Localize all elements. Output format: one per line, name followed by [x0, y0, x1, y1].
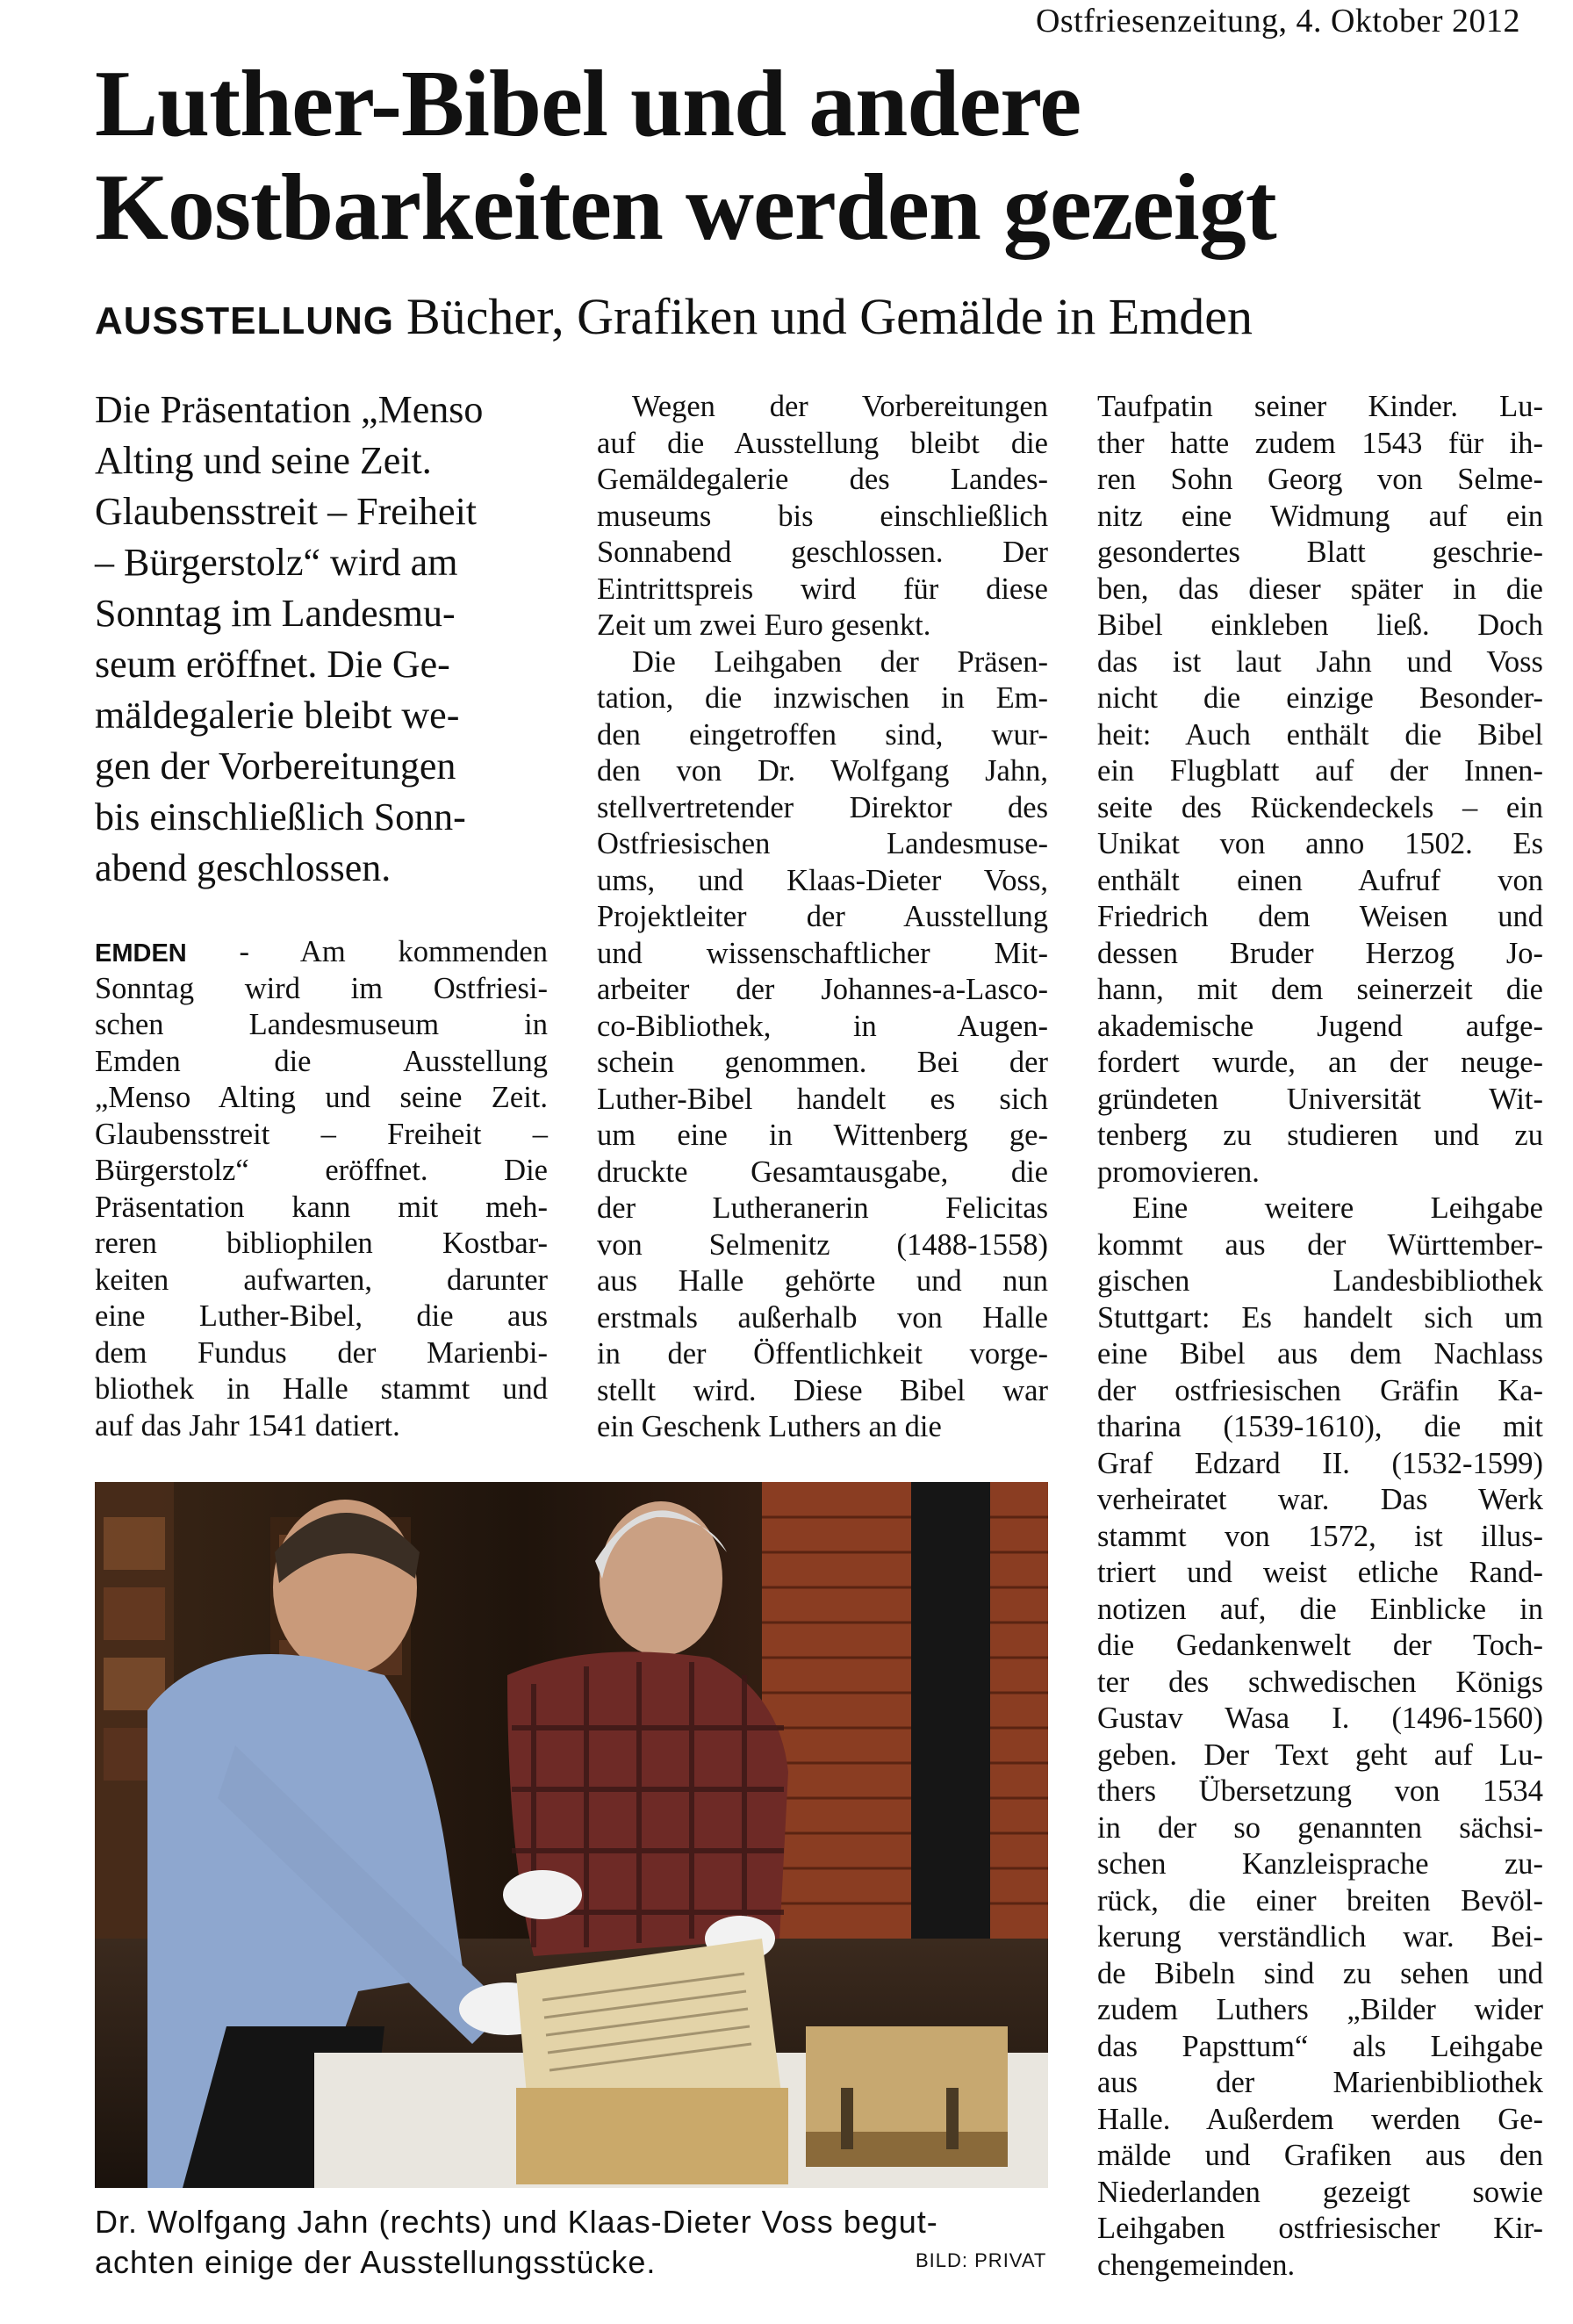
article-line: akademische Jugend aufge- [1097, 1009, 1543, 1043]
teaser-line: Alting und seine Zeit. [95, 439, 432, 482]
article-line: keiten aufwarten, darunter [95, 1263, 548, 1297]
article-line: Emden die Ausstellung [95, 1044, 548, 1078]
article-line: „Menso Alting und seine Zeit. [95, 1081, 548, 1114]
subhead-kicker: AUSSTELLUNG [95, 299, 394, 342]
article-line: in der Öffentlichkeit vorge- [597, 1337, 1048, 1371]
article-line: heit: Auch enthält die Bibel [1097, 717, 1543, 752]
article-line: schen Kanzleisprache zu- [1097, 1847, 1543, 1881]
caption-line-2: achten einige der Ausstellungsstücke. [95, 2244, 657, 2280]
article-line: Graf Edzard II. (1532-1599) [1097, 1446, 1543, 1480]
article-line: kommt aus der Württember- [1097, 1227, 1543, 1262]
article-line: schein genommen. Bei der [597, 1046, 1048, 1079]
article-line: mälde und Grafiken aus den [1097, 2139, 1543, 2172]
article-line: dem Fundus der Marienbi- [95, 1335, 548, 1370]
article-line: tation, die inzwischen in Em- [597, 681, 1048, 715]
headline [95, 53, 1543, 260]
article-line: Gemäldegalerie des Landes- [597, 463, 1048, 496]
article-line: ein Geschenk Luthers an die [597, 1410, 942, 1443]
article-line: stammt von 1572, ist illus- [1097, 1519, 1543, 1553]
article-line: fordert wurde, an der neuge- [1097, 1046, 1543, 1079]
teaser-line: Glaubensstreit – Freiheit [95, 490, 478, 533]
teaser-line: seum eröffnet. Die Ge- [95, 643, 450, 686]
article-line: Leihgaben ostfriesischer Kir- [1097, 2212, 1543, 2245]
article-line: bliothek in Halle stammt und [95, 1372, 548, 1406]
article-line: Eine weitere Leihgabe [1132, 1191, 1543, 1225]
article-line: Bibel einkleben ließ. Doch [1097, 608, 1543, 642]
article-line: Taufpatin seiner Kinder. Lu- [1097, 390, 1543, 423]
article-line: Unikat von anno 1502. Es [1097, 827, 1543, 860]
article-line: der Lutheranerin Felicitas [597, 1191, 1048, 1225]
article-line: und wissenschaftlicher Mit- [597, 936, 1048, 970]
article-line: Präsentation kann mit meh- [95, 1190, 548, 1224]
article-line: Stuttgart: Es handelt sich um [1097, 1300, 1543, 1335]
article-line: Wegen der Vorbereitungen [632, 390, 1048, 423]
article-line: eine Luther-Bibel, die aus [95, 1299, 548, 1333]
article-line: erstmals außerhalb von Halle [597, 1300, 1048, 1335]
photo-caption [95, 2202, 1048, 2283]
article-location: EMDEN [95, 939, 187, 968]
article-line: kerung verständlich war. Bei- [1097, 1920, 1543, 1953]
article-line: gesondertes Blatt geschrie- [1097, 536, 1543, 569]
caption-line-1: Dr. Wolfgang Jahn (rechts) und Klaas-Dieter Voss begut- [95, 2204, 938, 2240]
article-line: den eingetroffen sind, wur- [597, 717, 1048, 752]
article-line: triert und weist etliche Rand- [1097, 1556, 1543, 1589]
article-line: de Bibeln sind zu sehen und [1097, 1956, 1543, 1990]
article-line: Halle. Außerdem werden Ge- [1097, 2102, 1543, 2136]
subhead-text: Bücher, Grafiken und Gemälde in Emden [406, 288, 1253, 345]
article-line: promovieren. [1097, 1155, 1260, 1189]
article-line: Glaubensstreit – Freiheit – [95, 1117, 548, 1151]
article-line-text: - Am kommenden [186, 935, 548, 968]
article-line: enthält einen Aufruf von [1097, 863, 1543, 897]
article-line: um eine in Wittenberg ge- [597, 1119, 1048, 1152]
article-line: gischen Landesbibliothek [1097, 1264, 1543, 1298]
article-line: geben. Der Text geht auf Lu- [1097, 1738, 1543, 1772]
article-line: ther hatte zudem 1543 für ih- [1097, 426, 1543, 460]
article-line: nitz eine Widmung auf ein [1097, 499, 1543, 533]
article-line: chengemeinden. [1097, 2248, 1296, 2282]
article-line: ben, das dieser später in die [1097, 572, 1543, 606]
teaser-line: Sonntag im Landesmu- [95, 592, 456, 635]
article-line: der ostfriesischen Gräfin Ka- [1097, 1373, 1543, 1407]
article-line: das Papsttum“ als Leihgabe [1097, 2029, 1543, 2063]
teaser-line: gen der Vorbereitungen [95, 745, 456, 788]
article-line: Projektleiter der Ausstellung [597, 900, 1048, 933]
article-line: thers Übersetzung von 1534 [1097, 1774, 1543, 1808]
teaser-line: bis einschließlich Sonn- [95, 795, 466, 838]
article-line: auf die Ausstellung bleibt die [597, 426, 1048, 460]
article-line: Die Leihgaben der Präsen- [632, 644, 1048, 679]
article-column-2 [597, 389, 1048, 1446]
article-line: die Gedankenwelt der Toch- [1097, 1629, 1543, 1662]
article-line [95, 934, 548, 971]
article-line: ren Sohn Georg von Selme- [1097, 463, 1543, 496]
article-line: in der so genannten sächsi- [1097, 1810, 1543, 1845]
article-line: Eintrittspreis wird für diese [597, 572, 1048, 606]
teaser-line: Die Präsentation „Menso [95, 388, 484, 431]
article-line: Friedrich dem Weisen und [1097, 900, 1543, 933]
article-line: ein Flugblatt auf der Innen- [1097, 754, 1543, 788]
article-line: Bürgerstolz“ eröffnet. Die [95, 1154, 548, 1187]
article-line: stellvertretender Direktor des [597, 790, 1048, 824]
article-line: co-Bibliothek, in Augen- [597, 1009, 1048, 1043]
article-line: aus Halle gehörte und nun [597, 1264, 1048, 1298]
photo-credit: BILD: PRIVAT [916, 2249, 1047, 2271]
article-line: rück, die einer breiten Bevöl- [1097, 1883, 1543, 1917]
article-line: tenberg zu studieren und zu [1097, 1119, 1543, 1152]
headline-line-2: Kostbarkeiten werden gezeigt [95, 155, 1276, 260]
teaser-line: – Bürgerstolz“ wird am [95, 541, 458, 584]
article-line: gründeten Universität Wit- [1097, 1082, 1543, 1116]
article-line: Sonnabend geschlossen. Der [597, 536, 1048, 569]
article-column-1 [95, 934, 548, 1444]
article-line: eine Bibel aus dem Nachlass [1097, 1337, 1543, 1371]
photo-illustration [95, 1482, 1048, 2188]
article-column-3 [1097, 389, 1543, 2284]
subhead [95, 286, 1253, 352]
article-line: seite des Rückendeckels – ein [1097, 790, 1543, 824]
article-line: tharina (1539-1610), die mit [1097, 1410, 1543, 1443]
article-line: notizen auf, die Einblicke in [1097, 1592, 1543, 1626]
article-line: stellt wird. Diese Bibel war [597, 1373, 1048, 1407]
teaser-line: mäldegalerie bleibt we- [95, 694, 460, 737]
headline-line-1: Luther-Bibel und andere [95, 52, 1081, 156]
article-line: Sonntag wird im Ostfriesi- [95, 971, 548, 1005]
article-line: Gustav Wasa I. (1496-1560) [1097, 1702, 1543, 1735]
article-line: hann, mit dem seinerzeit die [1097, 973, 1543, 1006]
article-photo [95, 1482, 1048, 2188]
article-line: Luther-Bibel handelt es sich [597, 1082, 1048, 1116]
article-line: aus der Marienbibliothek [1097, 2066, 1543, 2099]
article-line: ter des schwedischen Königs [1097, 1665, 1543, 1699]
article-line: Niederlanden gezeigt sowie [1097, 2175, 1543, 2209]
article-line: nicht die einzige Besonder- [1097, 681, 1543, 715]
article-line: dessen Bruder Herzog Jo- [1097, 936, 1543, 970]
article-line: von Selmenitz (1488-1558) [597, 1227, 1048, 1262]
article-line: ums, und Klaas-Dieter Voss, [597, 863, 1048, 897]
article-line: reren bibliophilen Kostbar- [95, 1227, 548, 1260]
article-line: Zeit um zwei Euro gesenkt. [597, 608, 931, 642]
article-line: den von Dr. Wolfgang Jahn, [597, 754, 1048, 788]
teaser-line: abend geschlossen. [95, 846, 391, 889]
teaser [95, 385, 551, 894]
article-line: schen Landesmuseum in [95, 1008, 548, 1041]
article-line: das ist laut Jahn und Voss [1097, 644, 1543, 679]
article-line: Ostfriesischen Landesmuse- [597, 827, 1048, 860]
article-line: arbeiter der Johannes-a-Lasco- [597, 973, 1048, 1006]
article-line: druckte Gesamtausgabe, die [597, 1155, 1048, 1189]
article-line: verheiratet war. Das Werk [1097, 1483, 1543, 1516]
dateline: Ostfriesenzeitung, 4. Oktober 2012 [1035, 3, 1520, 40]
article-line: museums bis einschließlich [597, 499, 1048, 533]
article-line: auf das Jahr 1541 datiert. [95, 1408, 400, 1443]
article-line: zudem Luthers „Bilder wider [1097, 1993, 1543, 2026]
